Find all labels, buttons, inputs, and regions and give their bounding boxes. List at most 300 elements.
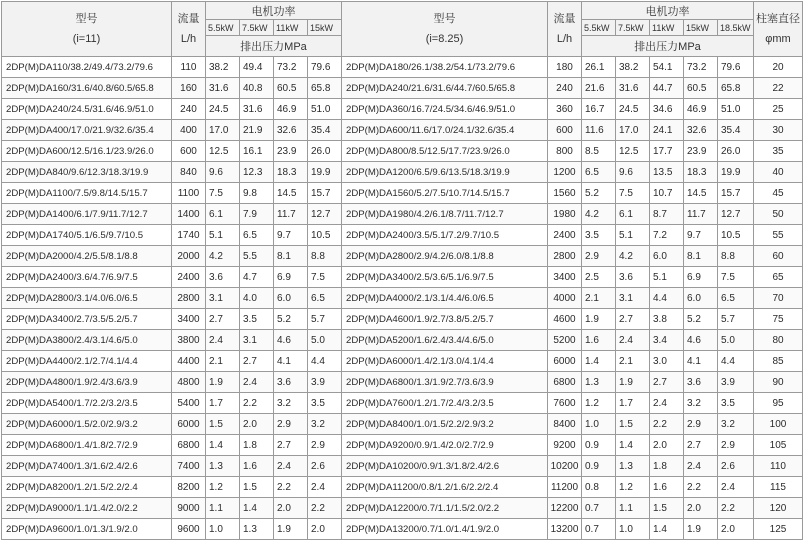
right-flow-cell: 8400 xyxy=(548,414,582,435)
right-pressure-cell: 24.5 xyxy=(616,99,650,120)
table-row xyxy=(2,519,803,540)
right-pressure-cell: 26.1 xyxy=(582,57,616,78)
right-pressure-cell: 31.6 xyxy=(616,78,650,99)
left-pressure-cell: 46.9 xyxy=(274,99,308,120)
right-pressure-cell: 12.7 xyxy=(718,204,754,225)
left-flow-cell: 1400 xyxy=(172,204,206,225)
right-pressure-cell: 3.9 xyxy=(718,372,754,393)
left-pressure-cell: 5.7 xyxy=(308,309,342,330)
left-pressure-cell: 12.3 xyxy=(240,162,274,183)
left-pressure-cell: 21.9 xyxy=(240,120,274,141)
left-pressure-cell: 2.9 xyxy=(274,414,308,435)
left-pressure-cell: 5.0 xyxy=(308,330,342,351)
right-flow-cell: 10200 xyxy=(548,456,582,477)
left-model-cell: 2DP(M)DA1400/6.1/7.9/11.7/12.7 xyxy=(2,204,172,225)
right-pressure-cell: 2.4 xyxy=(718,477,754,498)
left-model-cell: 2DP(M)DA8200/1.2/1.5/2.2/2.4 xyxy=(2,477,172,498)
right-pressure-cell: 2.9 xyxy=(718,435,754,456)
plunger-diameter-cell: 55 xyxy=(754,225,803,246)
right-pressure-cell: 1.7 xyxy=(616,393,650,414)
table-row xyxy=(2,330,803,351)
right-pressure-cell: 1.3 xyxy=(582,372,616,393)
left-model-cell: 2DP(M)DA840/9.6/12.3/18.3/19.9 xyxy=(2,162,172,183)
left-model-cell: 2DP(M)DA4800/1.9/2.4/3.6/3.9 xyxy=(2,372,172,393)
right-pressure-cell: 0.9 xyxy=(582,435,616,456)
right-flow-cell: 1200 xyxy=(548,162,582,183)
right-model-cell: 2DP(M)DA240/21.6/31.6/44.7/60.5/65.8 xyxy=(342,78,548,99)
right-pressure-cell: 2.2 xyxy=(718,498,754,519)
right-model-cell: 2DP(M)DA600/11.6/17.0/24.1/32.6/35.4 xyxy=(342,120,548,141)
right-pressure-cell: 6.5 xyxy=(718,288,754,309)
right-pressure-cell: 2.9 xyxy=(582,246,616,267)
right-pressure-cell: 5.7 xyxy=(718,309,754,330)
left-flow-cell: 4800 xyxy=(172,372,206,393)
right-pressure-cell: 2.2 xyxy=(650,414,684,435)
left-pressure-cell: 9.7 xyxy=(274,225,308,246)
left-pressure-cell: 2.7 xyxy=(274,435,308,456)
right-pressure-cell: 17.0 xyxy=(616,120,650,141)
right-pressure-cell: 0.7 xyxy=(582,519,616,540)
right-pressure-cell: 4.4 xyxy=(650,288,684,309)
left-pressure-cell: 5.5 xyxy=(240,246,274,267)
table-row xyxy=(2,477,803,498)
right-flow-cell: 7600 xyxy=(548,393,582,414)
left-pressure-cell: 32.6 xyxy=(274,120,308,141)
left-pressure-cell: 12.5 xyxy=(206,141,240,162)
right-pressure-cell: 44.7 xyxy=(650,78,684,99)
table-row xyxy=(2,120,803,141)
left-pressure-cell: 31.6 xyxy=(240,99,274,120)
right-flow-cell: 240 xyxy=(548,78,582,99)
left-pressure-cell: 9.6 xyxy=(206,162,240,183)
left-model-cell: 2DP(M)DA110/38.2/49.4/73.2/79.6 xyxy=(2,57,172,78)
plunger-diameter-cell: 25 xyxy=(754,99,803,120)
right-pressure-cell: 1.9 xyxy=(582,309,616,330)
left-flow-cell: 1100 xyxy=(172,183,206,204)
right-pressure-cell: 17.7 xyxy=(650,141,684,162)
left-pressure-cell: 31.6 xyxy=(206,78,240,99)
left-pressure-cell: 1.5 xyxy=(240,477,274,498)
right-model-cell: 2DP(M)DA2800/2.9/4.2/6.0/8.1/8.8 xyxy=(342,246,548,267)
left-model-cell: 2DP(M)DA3400/2.7/3.5/5.2/5.7 xyxy=(2,309,172,330)
left-flow-cell: 6000 xyxy=(172,414,206,435)
right-flow-cell: 180 xyxy=(548,57,582,78)
right-pressure-cell: 2.5 xyxy=(582,267,616,288)
left-flow-cell: 4400 xyxy=(172,351,206,372)
left-pressure-cell: 7.9 xyxy=(240,204,274,225)
left-pressure-cell: 2.0 xyxy=(274,498,308,519)
right-flow-cell: 1980 xyxy=(548,204,582,225)
left-pressure-cell: 4.2 xyxy=(206,246,240,267)
left-pressure-header: 排出压力MPa xyxy=(206,36,342,57)
left-pressure-cell: 73.2 xyxy=(274,57,308,78)
right-pressure-cell: 73.2 xyxy=(684,57,718,78)
table-row xyxy=(2,204,803,225)
left-pressure-cell: 9.8 xyxy=(240,183,274,204)
left-flow-cell: 2400 xyxy=(172,267,206,288)
right-pressure-cell: 7.2 xyxy=(650,225,684,246)
table-row xyxy=(2,246,803,267)
right-pressure-cell: 7.5 xyxy=(718,267,754,288)
right-pressure-cell: 2.1 xyxy=(616,351,650,372)
right-pressure-cell: 1.2 xyxy=(616,477,650,498)
right-power-col: 7.5kW xyxy=(616,20,650,36)
left-model-cell: 2DP(M)DA600/12.5/16.1/23.9/26.0 xyxy=(2,141,172,162)
plunger-diameter-cell: 125 xyxy=(754,519,803,540)
right-pressure-cell: 3.5 xyxy=(718,393,754,414)
left-pressure-cell: 6.0 xyxy=(274,288,308,309)
left-pressure-cell: 3.2 xyxy=(308,414,342,435)
right-flow-cell: 12200 xyxy=(548,498,582,519)
right-flow-label: 流量 xyxy=(553,13,576,25)
right-pressure-cell: 5.1 xyxy=(616,225,650,246)
right-flow-cell: 13200 xyxy=(548,519,582,540)
table-row xyxy=(2,78,803,99)
left-pressure-cell: 1.3 xyxy=(206,456,240,477)
left-pressure-cell: 24.5 xyxy=(206,99,240,120)
left-pressure-cell: 3.1 xyxy=(240,330,274,351)
left-pressure-cell: 60.5 xyxy=(274,78,308,99)
right-model-cell: 2DP(M)DA8400/1.0/1.5/2.2/2.9/3.2 xyxy=(342,414,548,435)
right-pressure-cell: 11.6 xyxy=(582,120,616,141)
right-pressure-cell: 65.8 xyxy=(718,78,754,99)
plunger-diameter-cell: 75 xyxy=(754,309,803,330)
right-flow-header xyxy=(548,2,582,57)
right-pressure-cell: 8.7 xyxy=(650,204,684,225)
left-model-cell: 2DP(M)DA240/24.5/31.6/46.9/51.0 xyxy=(2,99,172,120)
right-model-cell: 2DP(M)DA4600/1.9/2.7/3.8/5.2/5.7 xyxy=(342,309,548,330)
plunger-diameter-cell: 100 xyxy=(754,414,803,435)
right-pressure-cell: 6.5 xyxy=(582,162,616,183)
right-pressure-cell: 8.1 xyxy=(684,246,718,267)
right-pressure-cell: 2.9 xyxy=(684,414,718,435)
table-row xyxy=(2,162,803,183)
table-row xyxy=(2,435,803,456)
right-pressure-cell: 2.7 xyxy=(650,372,684,393)
left-pressure-cell: 2.6 xyxy=(308,456,342,477)
right-pressure-cell: 4.2 xyxy=(616,246,650,267)
right-pressure-cell: 0.9 xyxy=(582,456,616,477)
left-pressure-cell: 2.1 xyxy=(206,351,240,372)
left-power-col: 5.5kW xyxy=(206,20,240,36)
right-pressure-cell: 12.5 xyxy=(616,141,650,162)
left-pressure-cell: 3.6 xyxy=(206,267,240,288)
right-pressure-cell: 2.7 xyxy=(684,435,718,456)
right-pressure-cell: 18.3 xyxy=(684,162,718,183)
left-flow-cell: 3800 xyxy=(172,330,206,351)
right-pressure-cell: 9.6 xyxy=(616,162,650,183)
plunger-diameter-cell: 105 xyxy=(754,435,803,456)
right-pressure-cell: 3.6 xyxy=(616,267,650,288)
right-pressure-cell: 4.6 xyxy=(684,330,718,351)
right-model-cell: 2DP(M)DA360/16.7/24.5/34.6/46.9/51.0 xyxy=(342,99,548,120)
left-pressure-cell: 6.5 xyxy=(240,225,274,246)
left-pressure-cell: 7.5 xyxy=(308,267,342,288)
table-row xyxy=(2,57,803,78)
plunger-diameter-cell: 70 xyxy=(754,288,803,309)
left-pressure-cell: 1.8 xyxy=(240,435,274,456)
table-row xyxy=(2,141,803,162)
left-pressure-cell: 5.1 xyxy=(206,225,240,246)
left-model-cell: 2DP(M)DA1740/5.1/6.5/9.7/10.5 xyxy=(2,225,172,246)
left-flow-cell: 160 xyxy=(172,78,206,99)
pump-spec-table xyxy=(1,1,803,540)
right-pressure-cell: 23.9 xyxy=(684,141,718,162)
table-row xyxy=(2,225,803,246)
left-flow-cell: 2000 xyxy=(172,246,206,267)
left-pressure-cell: 2.2 xyxy=(308,498,342,519)
table-row xyxy=(2,99,803,120)
right-flow-cell: 11200 xyxy=(548,477,582,498)
left-pressure-cell: 49.4 xyxy=(240,57,274,78)
left-model-cell: 2DP(M)DA3800/2.4/3.1/4.6/5.0 xyxy=(2,330,172,351)
left-pressure-cell: 6.9 xyxy=(274,267,308,288)
left-pressure-cell: 1.7 xyxy=(206,393,240,414)
right-pressure-cell: 1.5 xyxy=(616,414,650,435)
right-model-cell: 2DP(M)DA7600/1.2/1.7/2.4/3.2/3.5 xyxy=(342,393,548,414)
right-model-cell: 2DP(M)DA11200/0.8/1.2/1.6/2.2/2.4 xyxy=(342,477,548,498)
left-pressure-cell: 11.7 xyxy=(274,204,308,225)
left-pressure-cell: 3.6 xyxy=(274,372,308,393)
left-pressure-cell: 23.9 xyxy=(274,141,308,162)
left-flow-cell: 9600 xyxy=(172,519,206,540)
right-model-cell: 2DP(M)DA180/26.1/38.2/54.1/73.2/79.6 xyxy=(342,57,548,78)
right-pressure-cell: 1.2 xyxy=(582,393,616,414)
left-pressure-cell: 8.8 xyxy=(308,246,342,267)
left-pressure-cell: 1.9 xyxy=(206,372,240,393)
right-model-cell: 2DP(M)DA1200/6.5/9.6/13.5/18.3/19.9 xyxy=(342,162,548,183)
right-motor-power-header: 电机功率 xyxy=(582,2,754,20)
right-model-cell: 2DP(M)DA4000/2.1/3.1/4.4/6.0/6.5 xyxy=(342,288,548,309)
plunger-diameter-cell: 65 xyxy=(754,267,803,288)
left-pressure-cell: 2.7 xyxy=(206,309,240,330)
left-pressure-cell: 2.9 xyxy=(308,435,342,456)
right-pressure-cell: 1.0 xyxy=(616,519,650,540)
right-pressure-header: 排出压力MPa xyxy=(582,36,754,57)
right-pressure-cell: 6.1 xyxy=(616,204,650,225)
right-pressure-cell: 46.9 xyxy=(684,99,718,120)
right-pressure-cell: 1.1 xyxy=(616,498,650,519)
right-pressure-cell: 38.2 xyxy=(616,57,650,78)
left-flow-cell: 6800 xyxy=(172,435,206,456)
left-pressure-cell: 2.0 xyxy=(240,414,274,435)
right-pressure-cell: 6.0 xyxy=(650,246,684,267)
right-pressure-cell: 1.4 xyxy=(650,519,684,540)
right-pressure-cell: 1.3 xyxy=(616,456,650,477)
right-model-cell: 2DP(M)DA9200/0.9/1.4/2.0/2.7/2.9 xyxy=(342,435,548,456)
right-pressure-cell: 79.6 xyxy=(718,57,754,78)
left-pressure-cell: 17.0 xyxy=(206,120,240,141)
right-pressure-cell: 9.7 xyxy=(684,225,718,246)
plunger-diameter-cell: 80 xyxy=(754,330,803,351)
left-pressure-cell: 38.2 xyxy=(206,57,240,78)
right-model-cell: 2DP(M)DA5200/1.6/2.4/3.4/4.6/5.0 xyxy=(342,330,548,351)
right-flow-cell: 2400 xyxy=(548,225,582,246)
left-flow-cell: 5400 xyxy=(172,393,206,414)
left-pressure-cell: 3.2 xyxy=(274,393,308,414)
right-pressure-cell: 1.6 xyxy=(650,477,684,498)
right-flow-cell: 9200 xyxy=(548,435,582,456)
right-flow-cell: 6800 xyxy=(548,372,582,393)
left-power-col: 7.5kW xyxy=(240,20,274,36)
right-model-label: 型号 xyxy=(433,13,456,25)
left-model-cell: 2DP(M)DA9000/1.1/1.4/2.0/2.2 xyxy=(2,498,172,519)
left-pressure-cell: 2.4 xyxy=(240,372,274,393)
left-pressure-cell: 1.4 xyxy=(240,498,274,519)
right-flow-cell: 6000 xyxy=(548,351,582,372)
left-flow-cell: 8200 xyxy=(172,477,206,498)
right-pressure-cell: 5.2 xyxy=(582,183,616,204)
right-model-cell: 2DP(M)DA6000/1.4/2.1/3.0/4.1/4.4 xyxy=(342,351,548,372)
left-model-header xyxy=(2,2,172,57)
left-pressure-cell: 18.3 xyxy=(274,162,308,183)
right-pressure-cell: 16.7 xyxy=(582,99,616,120)
left-pressure-cell: 1.0 xyxy=(206,519,240,540)
plunger-unit: φmm xyxy=(765,33,791,45)
right-pressure-cell: 5.2 xyxy=(684,309,718,330)
right-pressure-cell: 8.8 xyxy=(718,246,754,267)
left-pressure-cell: 3.1 xyxy=(206,288,240,309)
table-row xyxy=(2,498,803,519)
spec-table-body xyxy=(2,57,803,540)
right-pressure-cell: 4.1 xyxy=(684,351,718,372)
right-pressure-cell: 15.7 xyxy=(718,183,754,204)
left-pressure-cell: 7.5 xyxy=(206,183,240,204)
left-pressure-cell: 4.7 xyxy=(240,267,274,288)
left-pressure-cell: 1.9 xyxy=(274,519,308,540)
left-flow-cell: 600 xyxy=(172,141,206,162)
right-power-col: 15kW xyxy=(684,20,718,36)
left-pressure-cell: 1.5 xyxy=(206,414,240,435)
right-flow-unit: L/h xyxy=(556,33,573,45)
right-pressure-cell: 4.2 xyxy=(582,204,616,225)
right-pressure-cell: 2.7 xyxy=(616,309,650,330)
right-flow-cell: 600 xyxy=(548,120,582,141)
right-pressure-cell: 32.6 xyxy=(684,120,718,141)
right-pressure-cell: 51.0 xyxy=(718,99,754,120)
right-pressure-cell: 3.1 xyxy=(616,288,650,309)
left-pressure-cell: 2.4 xyxy=(206,330,240,351)
right-pressure-cell: 4.4 xyxy=(718,351,754,372)
left-flow-cell: 2800 xyxy=(172,288,206,309)
left-pressure-cell: 65.8 xyxy=(308,78,342,99)
left-pressure-cell: 5.2 xyxy=(274,309,308,330)
right-power-col: 18.5kW xyxy=(718,20,754,36)
left-flow-header xyxy=(172,2,206,57)
right-pressure-cell: 1.4 xyxy=(616,435,650,456)
right-model-cell: 2DP(M)DA13200/0.7/1.0/1.4/1.9/2.0 xyxy=(342,519,548,540)
plunger-diameter-cell: 40 xyxy=(754,162,803,183)
right-pressure-cell: 1.6 xyxy=(582,330,616,351)
left-pressure-cell: 4.1 xyxy=(274,351,308,372)
left-model-cell: 2DP(M)DA2800/3.1/4.0/6.0/6.5 xyxy=(2,288,172,309)
left-pressure-cell: 1.2 xyxy=(206,477,240,498)
right-pressure-cell: 2.4 xyxy=(650,393,684,414)
right-pressure-cell: 2.6 xyxy=(718,456,754,477)
right-pressure-cell: 2.4 xyxy=(684,456,718,477)
right-pressure-cell: 3.4 xyxy=(650,330,684,351)
left-pressure-cell: 1.1 xyxy=(206,498,240,519)
left-model-cell: 2DP(M)DA5400/1.7/2.2/3.2/3.5 xyxy=(2,393,172,414)
plunger-diameter-cell: 50 xyxy=(754,204,803,225)
right-flow-cell: 5200 xyxy=(548,330,582,351)
left-pressure-cell: 14.5 xyxy=(274,183,308,204)
table-row xyxy=(2,372,803,393)
plunger-diameter-cell: 85 xyxy=(754,351,803,372)
left-model-cell: 2DP(M)DA1100/7.5/9.8/14.5/15.7 xyxy=(2,183,172,204)
plunger-diameter-cell: 20 xyxy=(754,57,803,78)
right-pressure-cell: 35.4 xyxy=(718,120,754,141)
right-pressure-cell: 3.2 xyxy=(718,414,754,435)
left-pressure-cell: 51.0 xyxy=(308,99,342,120)
left-motor-power-header: 电机功率 xyxy=(206,2,342,20)
table-row xyxy=(2,351,803,372)
left-power-col: 11kW xyxy=(274,20,308,36)
right-flow-cell: 360 xyxy=(548,99,582,120)
plunger-diameter-cell: 120 xyxy=(754,498,803,519)
right-pressure-cell: 2.1 xyxy=(582,288,616,309)
left-pressure-cell: 2.2 xyxy=(274,477,308,498)
left-pressure-cell: 8.1 xyxy=(274,246,308,267)
table-row xyxy=(2,288,803,309)
right-pressure-cell: 2.0 xyxy=(650,435,684,456)
left-model-cell: 2DP(M)DA2000/4.2/5.5/8.1/8.8 xyxy=(2,246,172,267)
left-pressure-cell: 26.0 xyxy=(308,141,342,162)
right-model-cell: 2DP(M)DA3400/2.5/3.6/5.1/6.9/7.5 xyxy=(342,267,548,288)
right-pressure-cell: 1.4 xyxy=(582,351,616,372)
left-flow-cell: 3400 xyxy=(172,309,206,330)
left-pressure-cell: 2.4 xyxy=(308,477,342,498)
right-flow-cell: 800 xyxy=(548,141,582,162)
plunger-diameter-cell: 30 xyxy=(754,120,803,141)
left-pressure-cell: 3.9 xyxy=(308,372,342,393)
left-model-cell: 2DP(M)DA6000/1.5/2.0/2.9/3.2 xyxy=(2,414,172,435)
right-pressure-cell: 2.2 xyxy=(684,477,718,498)
left-pressure-cell: 40.8 xyxy=(240,78,274,99)
left-pressure-cell: 2.7 xyxy=(240,351,274,372)
left-pressure-cell: 2.2 xyxy=(240,393,274,414)
left-pressure-cell: 4.6 xyxy=(274,330,308,351)
left-pressure-cell: 1.6 xyxy=(240,456,274,477)
right-model-cell: 2DP(M)DA2400/3.5/5.1/7.2/9.7/10.5 xyxy=(342,225,548,246)
right-pressure-cell: 26.0 xyxy=(718,141,754,162)
left-pressure-cell: 3.5 xyxy=(240,309,274,330)
left-model-cell: 2DP(M)DA2400/3.6/4.7/6.9/7.5 xyxy=(2,267,172,288)
plunger-diameter-cell: 115 xyxy=(754,477,803,498)
plunger-diameter-cell: 35 xyxy=(754,141,803,162)
left-pressure-cell: 6.1 xyxy=(206,204,240,225)
left-pressure-cell: 1.4 xyxy=(206,435,240,456)
right-pressure-cell: 10.5 xyxy=(718,225,754,246)
left-pressure-cell: 2.4 xyxy=(274,456,308,477)
left-flow-unit: L/h xyxy=(180,33,197,45)
left-power-col: 15kW xyxy=(308,20,342,36)
right-model-cell: 2DP(M)DA12200/0.7/1.1/1.5/2.0/2.2 xyxy=(342,498,548,519)
right-pressure-cell: 0.8 xyxy=(582,477,616,498)
left-pressure-cell: 4.4 xyxy=(308,351,342,372)
left-flow-cell: 9000 xyxy=(172,498,206,519)
right-flow-cell: 1560 xyxy=(548,183,582,204)
left-model-cell: 2DP(M)DA160/31.6/40.8/60.5/65.8 xyxy=(2,78,172,99)
right-pressure-cell: 1.9 xyxy=(616,372,650,393)
right-flow-cell: 3400 xyxy=(548,267,582,288)
plunger-diameter-cell: 60 xyxy=(754,246,803,267)
left-flow-cell: 7400 xyxy=(172,456,206,477)
right-pressure-cell: 1.8 xyxy=(650,456,684,477)
right-model-header xyxy=(342,2,548,57)
left-model-cell: 2DP(M)DA400/17.0/21.9/32.6/35.4 xyxy=(2,120,172,141)
plunger-diameter-cell: 95 xyxy=(754,393,803,414)
